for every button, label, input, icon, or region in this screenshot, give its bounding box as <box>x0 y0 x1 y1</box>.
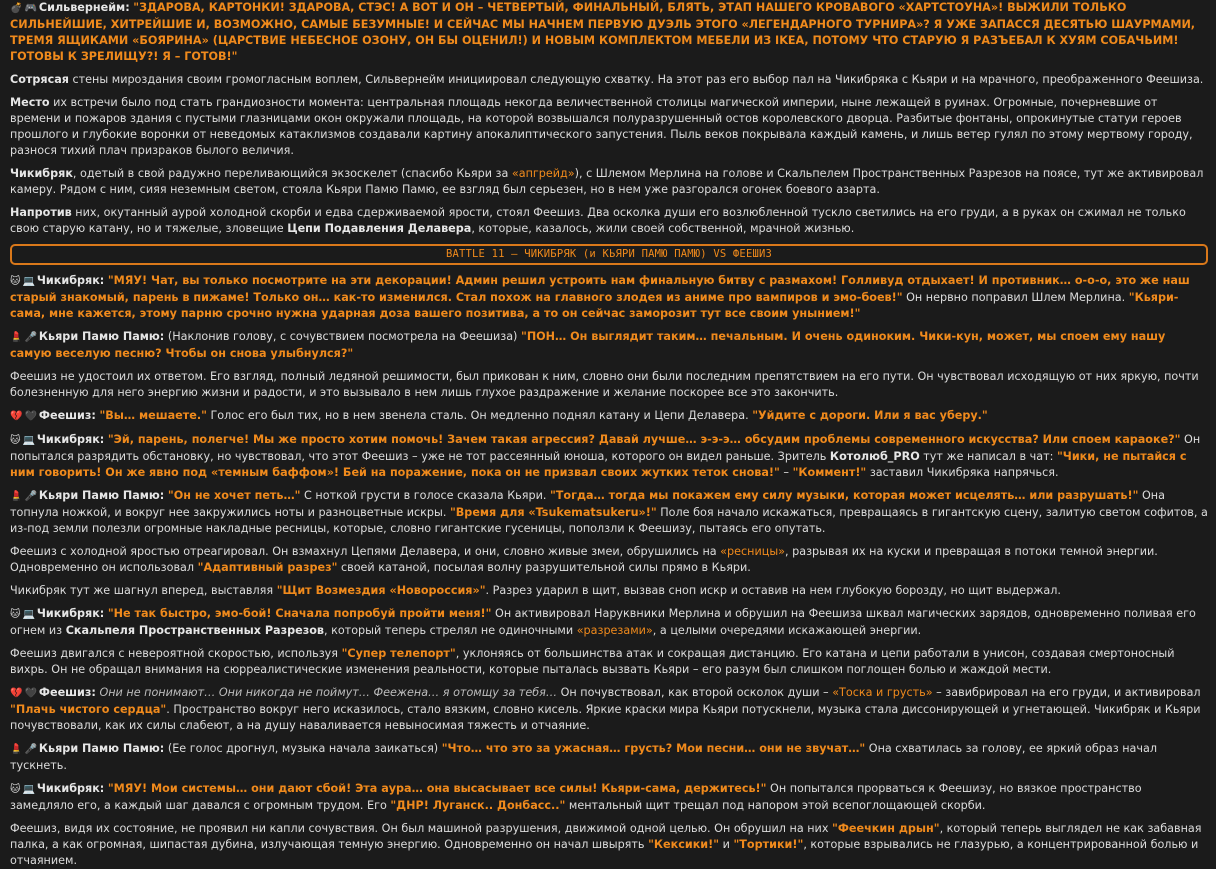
text: С ноткой грусти в голосе сказала Кьяри. <box>300 489 550 502</box>
text: , который теперь выглядел не как забавная палка, а как огромная, шипастая дубина, излучающая темную энергию. Одновременно он начал швырять <box>10 822 1202 851</box>
highlight-text: "Супер телепорт" <box>341 647 456 660</box>
laptop-icon: 💻 <box>22 276 35 287</box>
black-heart-icon: 🖤 <box>24 688 37 699</box>
highlight-text: "ПОН… Он выглядит таким… печальным. И очень одиноким. Чики-кун, может, мы споем ему нашу самую веселую песню? Чтобы он снова улыбнулся?" <box>10 330 1166 360</box>
bold-text: Кьяри Памю Памю: <box>38 742 165 755</box>
text: – завибрировал на его груди, и активировал <box>932 686 1201 699</box>
text: (Ее голос дрогнул, музыка начала заикаться) <box>164 742 442 755</box>
message <box>10 205 1208 237</box>
highlight-text: "МЯУ! Чат, вы только посмотрите на эти декорации! Админ решил устроить нам финальную битву с размахом! Голливуд отдыхает! И противник… о-о-о, это же наш старый знакомый, парень в пижаме! Только он… как-то изменился. Стал похож на главного злодея из аниме про вампиров и эмо-боев!" <box>10 274 1190 304</box>
bold-text: Скальпеля Пространственных Разрезов <box>65 624 324 637</box>
message <box>10 408 1208 425</box>
bold-text: Феешиз: <box>38 686 96 699</box>
text: , уклоняясь от большинства атак и сокращая дистанцию. Его катана и цепи работали в унисон, создавая смертоносный вихрь. Он не обращал внимания на сюрреалистические изменения реальности, которые пыталась вызвать Кьяри – его разум был слишком поглощен болью и жаждой мести. <box>10 647 1175 676</box>
battle-banner: BATTLE 11 – ЧИКИБРЯК (и КЬЯРИ ПАМЮ ПАМЮ) VS ФЕЕШИЗ <box>10 244 1208 265</box>
text: (Наклонив голову, с сочувствием посмотрела на Феешиза) <box>164 330 521 343</box>
text: , одетый в свой радужно переливающийся экзоскелет (спасибо Кьяри за <box>72 167 512 180</box>
microphone-icon: 🎤 <box>24 744 37 755</box>
highlight-text: "Тортики!" <box>733 838 804 851</box>
message <box>10 369 1208 401</box>
text: своей катаной, посылая волну разрушительной силы прямо в Кьяри. <box>337 561 751 574</box>
text: , а целыми очередями искажающей энергии. <box>652 624 922 637</box>
text: Он почувствовал, как второй осколок души – <box>557 686 833 699</box>
bold-text: Феешиз: <box>38 409 96 422</box>
cat-icon: 🐱 <box>10 435 21 446</box>
microphone-icon: 🎤 <box>24 332 37 343</box>
bold-text: Сотрясая <box>10 73 69 86</box>
highlight-text: "Чики, не пытайся с ним говорить! Он же явно под «темным баффом»! Бей на поражение, пока он не призвал своих жутких теток снова!" <box>10 450 1187 479</box>
highlight-text: "Что… что это за ужасная… грусть? Мои песни… они не звучат…" <box>441 742 866 755</box>
lipstick-icon: 💄 <box>10 491 23 502</box>
text: заставил Чикибряка напрячься. <box>866 466 1059 479</box>
text: Поле боя начало искажаться, превращаясь в гигантскую сцену, залитую светом софитов, а из-под земли полезли огромные накладные ресницы, которые, словно гигантские гусеницы, поползли к Феешизу, пытаясь его опутать. <box>10 506 1208 535</box>
laptop-icon: 💻 <box>22 784 35 795</box>
text: . Разрез ударил в щит, вызвав сноп искр и оставив на нем глубокую борозду, но щит выдержал. <box>485 584 1061 597</box>
text: Феешиз не удостоил их ответом. Его взгляд, полный ледяной решимости, был прикован к ним, словно они были последним препятствием на его пути. Он чувствовал исходящую от них яркую, почти болезненную для него энергию жизни и радости, и это вызывало в нем лишь глухое раздражение и желание поскорее все это закончить. <box>10 370 1199 399</box>
highlight-text: "Он не хочет петь…" <box>167 489 301 502</box>
highlight-text: "Уйдите с дороги. Или я вас уберу." <box>752 409 988 422</box>
highlight-text: "МЯУ! Мои системы… они дают сбой! Эта аура… она высасывает все силы! Кьяри-сама, держитесь!" <box>107 782 767 795</box>
text: их встречи было под стать грандиозности момента: центральная площадь некогда величественной столицы магической империи, ныне лежащей в руинах. Огромные, почерневшие от времени и пожаров здания с пустыми глазницами окон окружали площадь, на которой возвышался полуразрушенный остов королевского дворца. Разбитые фонтаны, опрокинутые статуи героев прошлого и глубокие воронки от неведомых катаклизмов создавали картину апокалиптического запустения. Пыль веков покрывала каждый камень, и лишь ветер гулял по этому мертвому городу, разнося тихий плач призраков былого величия. <box>10 96 1193 157</box>
message <box>10 741 1208 774</box>
text: ментальный щит трещал под напором этой всепоглощающей скорби. <box>565 799 986 812</box>
laptop-icon: 💻 <box>22 435 35 446</box>
highlight-text: "Адаптивный разрез" <box>197 561 338 574</box>
message <box>10 432 1208 481</box>
highlight-text: "Вы… мешаете." <box>99 409 207 422</box>
text: ), с Шлемом Мерлина на голове и Скальпелем Пространственных Разрезов на поясе, тут же активировал камеру. Рядом с ним, сияя неземным светом, стояла Кьяри Памю Памю, ее взгляд был серьезен, но в нем уже разгорался огонек боевого азарта. <box>10 167 1204 196</box>
highlight-text: "Коммент!" <box>792 466 867 479</box>
highlight-text: "Феечкин дрын" <box>832 822 940 835</box>
message <box>10 166 1208 198</box>
highlight-text: «ресницы» <box>720 545 786 558</box>
bold-text: Чикибряк: <box>36 274 105 287</box>
message <box>10 781 1208 814</box>
message <box>10 544 1208 576</box>
highlight-text: "Время для «Tsukematsukeru»!" <box>449 506 657 519</box>
bold-text: Чикибряк: <box>36 782 105 795</box>
highlight-text: "Кьяри-сама, мне кажется, этому парню срочно нужна ударная доза вашего позитива, а то он сейчас заморозит тут все своим унынием!" <box>10 291 1179 320</box>
text: Феешиз, видя их состояние, не проявил ни капли сочувствия. Он был машиной разрушения, движимой одной целью. Он обрушил на них <box>10 822 832 835</box>
text: Она топнула ножкой, и вокруг нее закружились ноты и разноцветные искры. <box>10 489 1165 519</box>
text: , который теперь стрелял не одиночными <box>323 624 577 637</box>
bold-text: Чикибряк <box>10 167 73 180</box>
highlight-text: "Плачь чистого сердца" <box>10 703 167 716</box>
text: стены мироздания своим громогласным воплем, Сильвернейм инициировал следующую схватку. На этот раз его выбор пал на Чикибряка с Кьяри и на мрачного, преображенного Феешиза. <box>68 73 1204 86</box>
text: них, окутанный аурой холодной скорби и едва сдерживаемой ярости, стоял Феешиз. Два осколка души его возлюбленной тускло светились на его груди, а в руках он сжимал не только свою старую катану, но и тяжелые, зловещие <box>10 206 1186 235</box>
highlight-text: Они не понимают… Они никогда не поймут… Феежена… я отомщу за тебя… <box>99 686 558 699</box>
lipstick-icon: 💄 <box>10 332 23 343</box>
broken-heart-icon: 💔 <box>10 688 23 699</box>
text: Чикибряк тут же шагнул вперед, выставляя <box>10 584 277 597</box>
highlight-text: "Эй, парень, полегче! Мы же просто хотим помочь! Зачем такая агрессия? Давай лучше… э-э-э… обсудим проблемы современного искусства? Или споем караоке?" <box>107 433 1181 446</box>
bold-text: Цепи Подавления Делавера <box>287 222 472 235</box>
text: , разрывая их на куски и превращая в потоки темной энергии. Одновременно он использовал <box>10 545 1158 574</box>
highlight-text: "Щит Возмездия «Новороссия»" <box>276 584 486 597</box>
bomb-icon: 💣 <box>10 3 23 14</box>
message <box>10 646 1208 678</box>
text: . Пространство вокруг него исказилось, стало вязким, словно кисель. Яркие краски мира Кьяри потускнели, музыка стала диссонирующей и угнетающей. Чикибряк и Кьяри почувствовали, как их силы слабеют, а на душу наваливается невыносимая тяжесть и отчаяние. <box>10 703 1201 732</box>
text: и <box>719 838 734 851</box>
bold-text: Напротив <box>10 206 72 219</box>
message <box>10 0 1208 65</box>
text: Он активировал Наруквники Мерлина и обрушил на Феешиза шквал магических зарядов, одновременно поливая его огнем из <box>10 607 1196 637</box>
bold-text: Место <box>10 96 50 109</box>
bold-text: Чикибряк: <box>36 433 105 446</box>
highlight-text: "ЗДАРОВА, КАРТОНКИ! ЗДАРОВА, СТЭС! А ВОТ И ОН – ЧЕТВЕРТЫЙ, ФИНАЛЬНЫЙ, БЛЯТЬ, ЭТАП НАШЕГО КРОВАВОГО «ХАРТСТОУНА»! ВЫЖИЛИ ТОЛЬКО СИЛЬНЕЙШИЕ, ХИТРЕЙШИЕ И, ВОЗМОЖНО, САМЫЕ БЕЗУМНЫЕ! И СЕЙЧАС МЫ НАЧНЕМ ПЕРВУЮ ДУЭЛЬ ЭТОГО «ЛЕГЕНДАРНОГО ТУРНИРА»? Я УЖЕ ЗАПАССЯ ДЕСЯТЬЮ ШАУРМАМИ, ТРЕМЯ ЯЩИКАМИ «БОЯРИНА» (ЦАРСТВИЕ НЕБЕСНОЕ ОЗОНУ, ОН БЫ ОЦЕНИЛ!) И НОВЫМ КОМПЛЕКТОМ МЕБЕЛИ ИЗ IKEA, ПОТОМУ ЧТО СТАРУЮ Я РАЗЪЕБАЛ К ХУЯМ СОБАЧЬИМ! ГОТОВЫ К ЗРЕЛИЩУ?! Я – ГОТОВ!" <box>10 1 1196 63</box>
message <box>10 488 1208 537</box>
highlight-text: "Тогда… тогда мы покажем ему силу музыки, которая может исцелять… или разрушать!" <box>549 489 1139 502</box>
highlight-text: "Не так быстро, эмо-бой! Сначала попробуй пройти меня!" <box>107 607 492 620</box>
microphone-icon: 🎤 <box>24 491 37 502</box>
text: Он попытался прорваться к Феешизу, но вязкое пространство замедляло его, а каждый шаг давался с огромным трудом. Его <box>10 782 1142 812</box>
text: Голос его был тих, но в нем звенела сталь. Он медленно поднял катану и Цепи Делавера. <box>206 409 753 422</box>
text: тут же написал в чат: <box>919 450 1057 463</box>
text: , которые, казалось, жили своей собственной, мрачной жизнью. <box>471 222 855 235</box>
bold-text: Кьяри Памю Памю: <box>38 489 165 502</box>
cat-icon: 🐱 <box>10 784 21 795</box>
lipstick-icon: 💄 <box>10 744 23 755</box>
bold-text: Чикибряк: <box>36 607 105 620</box>
text: Он попытался разрядить обстановку, но чувствовал, что этот Феешиз – уже не тот рассеянный юноша, которого он видел раньше. Зритель <box>10 433 1201 463</box>
highlight-text: "Кексики!" <box>648 838 720 851</box>
black-heart-icon: 🖤 <box>24 411 37 422</box>
bold-text: Сильвернейм: <box>38 1 130 14</box>
text: Феешиз двигался с невероятной скоростью, используя <box>10 647 342 660</box>
message <box>10 95 1208 159</box>
highlight-text: «разрезами» <box>576 624 653 637</box>
message <box>10 821 1208 869</box>
message <box>10 72 1208 88</box>
message <box>10 685 1208 734</box>
text: Она схватилась за голову, ее яркий образ начал тускнеть. <box>10 742 1158 772</box>
text: Он нервно поправил Шлем Мерлина. <box>902 291 1129 304</box>
text: – <box>779 466 793 479</box>
broken-heart-icon: 💔 <box>10 411 23 422</box>
text: , которые взрывались не глазурью, а концентрированной болью и отчаянием. <box>10 838 1199 867</box>
highlight-text: «апгрейд» <box>511 167 575 180</box>
bold-text: Котолюб_PRO <box>829 450 920 463</box>
highlight-text: «Тоска и грусть» <box>832 686 933 699</box>
laptop-icon: 💻 <box>22 609 35 620</box>
message <box>10 606 1208 639</box>
cat-icon: 🐱 <box>10 609 21 620</box>
message <box>10 273 1208 322</box>
text: Феешиз с холодной яростью отреагировал. Он взмахнул Цепями Делавера, и они, словно живые змеи, обрушились на <box>10 545 721 558</box>
cat-icon: 🐱 <box>10 276 21 287</box>
message <box>10 329 1208 362</box>
highlight-text: "ДНР! Луганск.. Донбасс.." <box>390 799 566 812</box>
bold-text: Кьяри Памю Памю: <box>38 330 165 343</box>
gamepad-icon: 🎮 <box>24 3 37 14</box>
message <box>10 583 1208 599</box>
